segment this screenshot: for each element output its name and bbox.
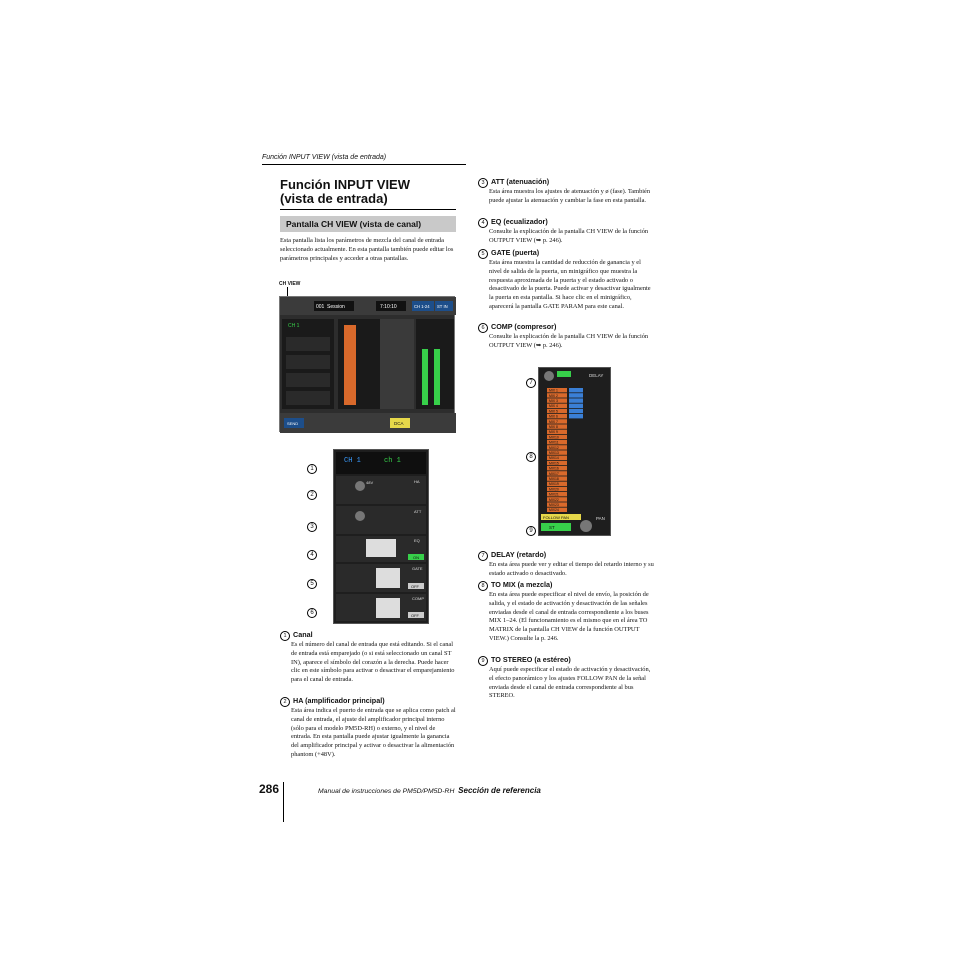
screen-ch-tab: CH 1-24 — [414, 304, 430, 309]
item-5: 5 GATE (puerta) Esta área muestra la cantidad de reducción de ganancia y el nivel de salida de la puerta, un minigráfico que muestra la respuesta aproximada de la puerta y el estado activado o desactivado de la puerta. Puede activar y desactivar igualmente la puerta en esta pantalla. Si hace clic en el minigráfico, aparecerá la pantalla GATE PARAM para este canal. — [478, 248, 654, 312]
callout-1: 1 — [307, 457, 317, 475]
header-rule — [262, 164, 466, 165]
section-title-line2: (vista de entrada) — [280, 191, 388, 206]
mix-row-label: MIX10 — [549, 435, 559, 440]
panel2-pan: PAN — [596, 516, 605, 521]
item-7-title: DELAY (retardo) — [491, 550, 547, 559]
section-title-line1: Función INPUT VIEW — [280, 177, 410, 192]
mix-row-label: MIX16 — [549, 466, 559, 471]
mix-row-label: MIX12 — [549, 445, 559, 450]
ch-view-detail-panel — [333, 449, 429, 624]
item-8-body: En esta área puede especificar el nivel de envío, la posición de salida, y el estado de activación y desactivación de las señales enviadas desde el canal de entrada correspondiente a los buses MIX 1–24. (El funcionamiento es el mismo que en el área TO MATRIX de la pantalla CH VIEW de la función OUTPUT VIEW.) Consulte la p. 246. — [489, 591, 649, 642]
item-4-title: EQ (ecualizador) — [491, 217, 548, 226]
mix-row-label: MIX 2 — [549, 393, 558, 398]
mix-row-label: MIX 6 — [549, 414, 558, 419]
panel-ch-label: CH 1 — [344, 457, 361, 465]
callout-8: 8 — [526, 445, 536, 463]
mix-row-level — [569, 404, 583, 408]
mix-row-label: MIX13 — [549, 451, 559, 455]
screen-st-tab: ST IN — [437, 304, 448, 309]
panel-comp-off: OFF — [411, 613, 419, 618]
mix-row-level — [569, 388, 583, 392]
mix-rows — [547, 388, 583, 512]
item-6: 6 COMP (compresor) Consulte la explicación de la pantalla CH VIEW de la función OUTPUT VIEW (➥ p. 246). — [478, 322, 654, 351]
mix-row-label: MIX 8 — [549, 425, 558, 429]
item-5-title: GATE (puerta) — [491, 248, 540, 257]
mix-row-level — [569, 414, 583, 418]
item-7: 7 DELAY (retardo) En esta área puede ver y editar el tiempo del retardo interno y su estado activado o desactivado. — [478, 550, 654, 579]
mix-row-label: MIX15 — [549, 461, 559, 466]
to-mix-panel — [538, 367, 611, 536]
mix-row-label: MIX18 — [549, 477, 559, 481]
screen-scene-name: Session — [327, 304, 345, 310]
panel-comp: COMP — [412, 596, 424, 601]
item-2-title: HA (amplificador principal) — [293, 696, 385, 705]
detail-panel-graphic — [334, 450, 428, 623]
callout-4: 4 — [307, 543, 317, 561]
panel2-delay: DELAY — [589, 373, 604, 378]
screen-time: 7:10:10 — [380, 304, 397, 310]
mix-row-level — [569, 393, 583, 397]
footer-section: Sección de referencia — [458, 786, 541, 795]
item-4-body: Consulte la explicación de la pantalla CH VIEW de la función OUTPUT VIEW (➥ p. 246). — [489, 228, 649, 244]
page-number: 286 — [259, 782, 280, 796]
footer-text — [318, 786, 541, 795]
section-title — [280, 178, 410, 206]
panel-att: ATT — [414, 509, 422, 514]
mix-row-level — [569, 409, 583, 413]
footer-manual: Manual de instrucciones de PM5D/PM5D-RH — [318, 788, 455, 795]
screen-ch-name: CH 1 — [288, 323, 300, 329]
figure-label: CH VIEW — [279, 281, 301, 287]
mix-row-label: MIX 9 — [549, 430, 558, 435]
mix-row-label: MIX 3 — [549, 399, 558, 403]
mix-row-label: MIX23 — [549, 503, 559, 507]
item-3: 3 ATT (atenuación) Esta área muestra los ajustes de atenuación y ø (fase). También puede ajustar la atenuación y cambiar la fase en esta pantalla. — [478, 177, 654, 206]
screen-dca: DCA — [394, 421, 404, 426]
item-8-title: TO MIX (a mezcla) — [491, 580, 553, 589]
item-1-body: Es el número del canal de entrada que está editando. Si el canal de entrada está emparejado (o si está seleccionado un canal ST IN), aparece el símbolo del corazón a la derecha. Puede hacer clic en este símbolo para activar o desactivar el emparejamiento para el canal de entrada. — [291, 641, 455, 684]
mix-row-level — [569, 398, 583, 402]
panel-gate-off: OFF — [411, 584, 419, 589]
screen-scene-num: 001 — [316, 304, 325, 310]
mix-row-label: MIX24 — [549, 508, 559, 513]
item-9: 9 TO STEREO (a estéreo) Aquí puede especificar el estado de activación y desactivación, el efecto panorámico y los ajustes FOLLOW PAN de la señal enviada desde el canal de entrada correspondiente al bus STEREO. — [478, 655, 654, 701]
mix-row-label: MIX20 — [549, 487, 559, 492]
panel-eq-on: ON — [413, 555, 419, 560]
item-3-title: ATT (atenuación) — [491, 177, 550, 186]
callout-6: 6 — [307, 601, 317, 619]
mix-row-label: MIX19 — [549, 482, 559, 487]
subsection-bar — [280, 216, 456, 232]
footer-rule — [283, 782, 284, 822]
item-2: 2 HA (amplificador principal) Esta área indica el puerto de entrada que se aplica como patch al canal de entrada, el ajuste del amplificador principal interno (sólo para el modelo PM5D-RH) o externo, y el nivel de entrada. En esta pantalla puede ajustar igualmente la ganancia del amplificador principal y activar o desactivar la alimentación phantom (+48V). — [280, 696, 456, 760]
item-9-body: Aquí puede especificar el estado de activación y desactivación, el efecto panorámico y los ajustes FOLLOW PAN de la señal enviada desde el canal de entrada correspondiente al bus STEREO. — [489, 666, 651, 700]
item-6-title: COMP (compresor) — [491, 322, 557, 331]
mix-row-label: MIX 4 — [549, 404, 558, 409]
item-9-title: TO STEREO (a estéreo) — [491, 655, 571, 664]
panel-ha: HA — [414, 479, 420, 484]
callout-7: 7 — [526, 371, 536, 389]
panel2-follow-pan: FOLLOW PAN — [543, 515, 569, 520]
item-4: 4 EQ (ecualizador) Consulte la explicación de la pantalla CH VIEW de la función OUTPUT VIEW (➥ p. 246). — [478, 217, 654, 246]
panel2-st: ST — [549, 525, 555, 530]
ch-view-screenshot — [279, 296, 455, 432]
item-1: 1 Canal Es el número del canal de entrada que está editando. Si el canal de entrada está emparejado (o si está seleccionado un canal ST IN), aparece el símbolo del corazón a la derecha. Puede hacer clic en este símbolo para activar o desactivar el emparejamiento para el canal de entrada. — [280, 630, 456, 685]
title-rule — [280, 209, 456, 210]
panel-gate: GATE — [412, 566, 423, 571]
callout-9: 9 — [526, 519, 536, 537]
intro-paragraph: Esta pantalla lista los parámetros de mezcla del canal de entrada seleccionado actualmente. En esta pantalla también puede editar los parámetros principales y acceder a otras pantallas. — [280, 237, 454, 262]
mix-row-label: MIX17 — [549, 471, 559, 476]
item-1-title: Canal — [293, 630, 313, 639]
ch-view-screen-graphic — [280, 297, 456, 433]
running-header: Función INPUT VIEW (vista de entrada) — [262, 154, 387, 161]
subsection-title: Pantalla CH VIEW (vista de canal) — [286, 219, 422, 229]
item-7-body: En esta área puede ver y editar el tiempo del retardo interno y su estado activado o desactivado. — [489, 561, 654, 577]
mix-row-label: MIX14 — [549, 456, 559, 461]
mix-row-label: MIX21 — [549, 492, 559, 497]
mix-row-label: MIX22 — [549, 497, 559, 502]
panel-eq: EQ — [414, 538, 420, 543]
mix-row-label: MIX 1 — [549, 388, 558, 393]
mix-row-label: MIX 7 — [549, 419, 558, 424]
item-6-body: Consulte la explicación de la pantalla CH VIEW de la función OUTPUT VIEW (➥ p. 246). — [489, 333, 649, 349]
mix-row-label: MIX11 — [549, 440, 559, 445]
screen-send: SEND — [287, 421, 299, 426]
callout-3: 3 — [307, 515, 317, 533]
item-3-body: Esta área muestra los ajustes de atenuación y ø (fase). También puede ajustar la atenuación y cambiar la fase en esta pantalla. — [489, 188, 651, 204]
mix-row-label: MIX 5 — [549, 409, 558, 414]
item-2-body: Esta área indica el puerto de entrada que se aplica como patch al canal de entrada, el ajuste del amplificador principal interno (sólo para el modelo PM5D-RH) o externo, y el nivel de entrada. En esta pantalla puede ajustar igualmente la ganancia del amplificador principal y activar o desactivar la alimentación phantom (+48V). — [291, 707, 456, 758]
callout-5: 5 — [307, 572, 317, 590]
item-5-body: Esta área muestra la cantidad de reducción de ganancia y el nivel de salida de la puerta, un minigráfico que muestra la respuesta aproximada de la puerta y el estado activado o desactivado de la puerta. Puede activar y desactivar igualmente la puerta en esta pantalla. Si hace clic en el minigráfico, aparecerá la pantalla GATE PARAM para este canal. — [489, 259, 651, 310]
callout-2: 2 — [307, 483, 317, 501]
to-mix-panel-graphic — [539, 368, 610, 535]
item-8: 8 TO MIX (a mezcla) En esta área puede especificar el nivel de envío, la posición de salida, y el estado de activación y desactivación de las señales enviadas desde el canal de entrada correspondiente a los buses MIX 1–24. (El funcionamiento es el mismo que en el área TO MATRIX de la pantalla CH VIEW de la función OUTPUT VIEW.) Consulte la p. 246. — [478, 580, 654, 644]
panel-ch-name: ch 1 — [384, 457, 401, 465]
panel-gang: 48V — [366, 480, 374, 485]
